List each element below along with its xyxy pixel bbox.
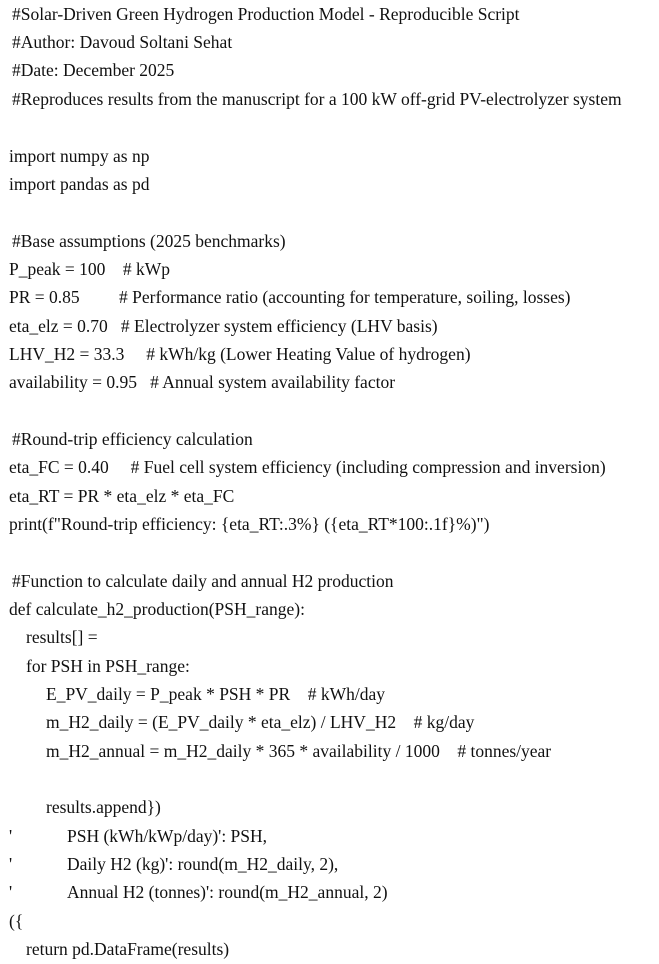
comment-author: #Author: Davoud Soltani Sehat — [12, 32, 233, 52]
code-lhv-h2: LHV_H2 = 33.3 # kWh/kg (Lower Heating Value of hydrogen) — [9, 344, 471, 364]
quote-mark: ' — [9, 854, 13, 874]
code-pr: PR = 0.85 # Performance ratio (accounting for temperature, soiling, losses) — [9, 287, 571, 307]
code-key-daily: Daily H2 (kg)': round(m_H2_daily, 2), — [67, 854, 339, 874]
code-key-annual: Annual H2 (tonnes)': round(m_H2_annual, 2) — [67, 882, 388, 902]
code-eta-fc: eta_FC = 0.40 # Fuel cell system efficiency (including compression and inversion) — [9, 457, 606, 477]
code-m-h2-annual: m_H2_annual = m_H2_daily * 365 * availability / 1000 # tonnes/year — [46, 741, 552, 761]
code-append: results.append}) — [46, 797, 161, 817]
comment-round-trip: #Round-trip efficiency calculation — [12, 429, 253, 449]
comment-function: #Function to calculate daily and annual H2 production — [12, 571, 394, 591]
comment-title: #Solar-Driven Green Hydrogen Production Model - Reproducible Script — [12, 4, 520, 24]
code-key-psh: PSH (kWh/kWp/day)': PSH, — [67, 826, 268, 846]
code-e-pv: E_PV_daily = P_peak * PSH * PR # kWh/day — [46, 684, 385, 704]
code-def: def calculate_h2_production(PSH_range): — [9, 599, 305, 619]
code-eta-rt: eta_RT = PR * eta_elz * eta_FC — [9, 486, 235, 506]
quote-mark: ' — [9, 826, 13, 846]
import-numpy: import numpy as np — [9, 146, 150, 166]
comment-purpose: #Reproduces results from the manuscript for a 100 kW off-grid PV-electrolyzer system — [12, 89, 622, 109]
code-m-h2-daily: m_H2_daily = (E_PV_daily * eta_elz) / LHV_H2 # kg/day — [46, 712, 475, 732]
comment-assumptions: #Base assumptions (2025 benchmarks) — [12, 231, 286, 251]
code-close: ({ — [9, 911, 24, 931]
code-eta-elz: eta_elz = 0.70 # Electrolyzer system efficiency (LHV basis) — [9, 316, 438, 336]
import-pandas: import pandas as pd — [9, 174, 150, 194]
code-availability: availability = 0.95 # Annual system availability factor — [9, 372, 396, 392]
code-for-loop: for PSH in PSH_range: — [26, 656, 190, 676]
code-results-init: results[] = — [26, 627, 98, 647]
code-p-peak: P_peak = 100 # kWp — [9, 259, 171, 279]
code-print: print(f"Round-trip efficiency: {eta_RT:.3%} ({eta_RT*100:.1f}%)") — [9, 514, 490, 534]
code-return: return pd.DataFrame(results) — [26, 939, 230, 959]
comment-date: #Date: December 2025 — [12, 60, 175, 80]
quote-mark: ' — [9, 882, 13, 902]
